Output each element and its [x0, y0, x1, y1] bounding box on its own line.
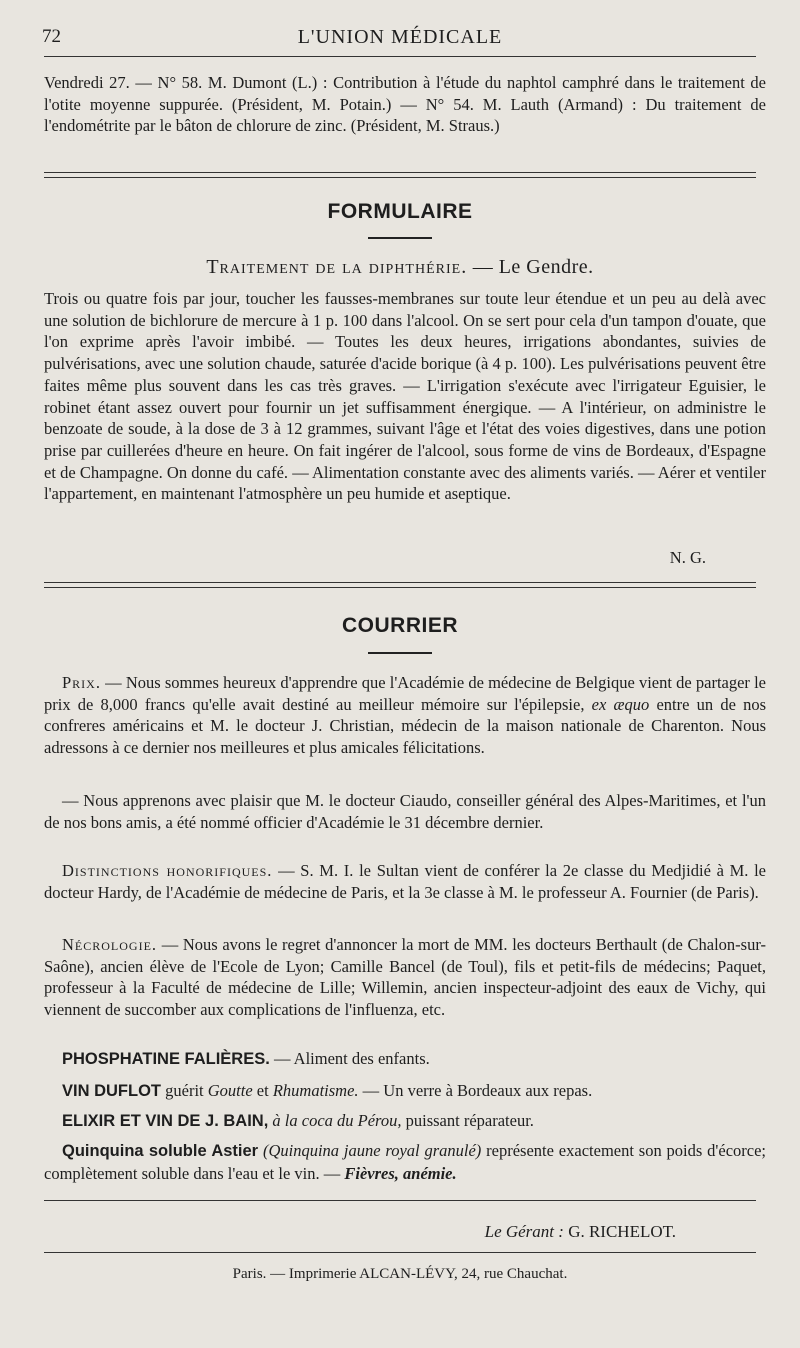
formula-author: — Le Gendre. — [472, 256, 594, 278]
prix-paragraph — [44, 672, 766, 759]
gerant-label: Le Gérant : — [484, 1222, 564, 1241]
section-divider — [44, 172, 756, 178]
necrologie-label: Nécrologie. — [62, 935, 158, 954]
distinctions-label: Distinctions honorifiques. — [62, 861, 273, 880]
ciaudo-paragraph: — Nous apprenons avec plaisir que M. le docteur Ciaudo, conseiller général des Alpes-Maritimes, et l'un de nos bons amis, a été nommé officier d'Académie le 31 décembre dernier. — [44, 791, 766, 832]
ad-name: ELIXIR ET VIN DE J. BAIN, — [62, 1112, 269, 1130]
ad-text: — Aliment des enfants. — [273, 1049, 430, 1068]
formula-title: Traitement de la diphthérie. — [206, 256, 468, 278]
ad-name: PHOSPHATINE FALIÈRES. — [62, 1050, 270, 1068]
heading-underline — [368, 237, 432, 239]
necrologie-paragraph — [44, 934, 766, 1021]
ad-text: — Un verre à Bordeaux aux repas. — [362, 1081, 593, 1100]
ad-italic: à la coca du Pérou, — [272, 1111, 402, 1130]
footer-rule — [44, 1200, 756, 1201]
running-head: L'UNION MÉDICALE — [297, 26, 503, 48]
prix-italic: ex æquo — [591, 694, 650, 714]
necrologie-text: — Nous avons le regret d'annoncer la mort de MM. les docteurs Berthault (de Chalon-sur-Saône), ancien élève de l'Ecole de Lyon; Camille Bancel (de Toul), fils et petit-fils de médecins; Paquet, professeur à la Faculté de médecine de Lille; Willemin, ancien inspecteur-adjoint des eaux de Vichy, qui viennent de succomber aux complications de l'influenza, etc. — [44, 935, 766, 1020]
footer-rule — [44, 1252, 756, 1253]
page-number: 72 — [42, 26, 61, 47]
sessions-paragraph: Vendredi 27. — N° 58. M. Dumont (L.) : Contribution à l'étude du naphtol camphré dans le traitement de l'otite moyenne suppurée. (Président, M. Potain.) — N° 54. M. Lauth (Armand) : Du traitement de l'endométrite par le bâton de chlorure de zinc. (Président, M. Straus.) — [44, 73, 766, 136]
ad-vin-duflot — [44, 1080, 766, 1103]
formulaire-body: Trois ou quatre fois par jour, toucher les fausses-membranes sur toute leur étendue et un peu au delà avec une solution de bichlorure de mercure à 1 p. 100 dans l'alcool. On se sert pour cela d'un tampon d'ouate, que l'on exprime après l'avoir imbibé. — Toutes les deux heures, irrigations abondantes, suivies de pulvérisations, avec une solution chaude, saturée d'acide borique (à 4 p. 100). Les pulvérisations peuvent être faites même plus souvent dans les cas très graves. — L'irrigation s'exécute avec l'irrigateur Eguisier, le robinet étant assez ouvert pour fournir un jet suffisamment énergique. — A l'intérieur, on administre le benzoate de soude, à la dose de 3 à 12 grammes, suivant l'âge et l'état des voies digestives, dans une potion prise par cuillerées d'heure en heure. On fait ingérer de l'alcool, sous forme de vins de Bordeaux, d'Espagne et de Champagne. On donne du café. — Alimentation constante avec des aliments variés. — Aérer et ventiler l'appartement, en maintenant l'atmosphère un peu humide et aseptique. — [44, 289, 766, 504]
gerant-signature — [485, 1222, 676, 1242]
prix-label: Prix. — [62, 673, 101, 692]
ad-text: puissant réparateur. — [405, 1111, 534, 1130]
imprint-line: Paris. — Imprimerie ALCAN-LÉVY, 24, rue Chauchat. — [232, 1266, 568, 1282]
ad-italic: Fièvres, anémie. — [344, 1163, 457, 1183]
ad-name: Quinquina soluble Astier — [62, 1142, 259, 1160]
ad-name: VIN DUFLOT — [62, 1082, 161, 1100]
prix-text: entre un de nos confreres américains et M. le docteur J. Christian, médecin de la maison nationale de Charenton. Nous adressons à ce dernier nos meilleures et plus amicales félicitations. — [44, 694, 767, 758]
section-divider — [44, 582, 756, 588]
formulaire-heading: FORMULAIRE — [327, 200, 473, 223]
courrier-heading: COURRIER — [341, 614, 458, 637]
ad-elixir — [44, 1110, 766, 1133]
formulaire-signature: N. G. — [669, 548, 706, 567]
formulaire-subheading — [0, 256, 800, 279]
gerant-name: G. RICHELOT. — [568, 1222, 676, 1241]
distinctions-paragraph — [44, 860, 766, 903]
ad-italic: (Quinquina jaune royal granulé) — [262, 1141, 482, 1160]
ad-italic: Rhumatisme. — [272, 1081, 359, 1100]
ad-text: représente exactement son poids d'écorce; complètement soluble dans l'eau et le vin. — — [44, 1141, 767, 1183]
ad-phosphatine — [44, 1048, 766, 1071]
heading-underline — [368, 652, 432, 654]
distinctions-text: — S. M. I. le Sultan vient de conférer la 2e classe du Medjidié à M. le docteur Hardy, de l'Académie de médecine de Paris, et la 3e classe à M. le professeur A. Fournier (de Paris). — [44, 861, 766, 902]
header-rule — [44, 56, 756, 57]
prix-text: — Nous sommes heureux d'apprendre que l'Académie de médecine de Belgique vient de partager le prix de 8,000 francs qu'elle avait destiné au meilleur mémoire sur l'épilepsie, — [44, 673, 766, 714]
ad-italic: Goutte — [207, 1081, 253, 1100]
ad-quinquina — [44, 1140, 766, 1184]
ad-text: guérit — [165, 1081, 204, 1100]
ad-text: et — [256, 1081, 269, 1100]
